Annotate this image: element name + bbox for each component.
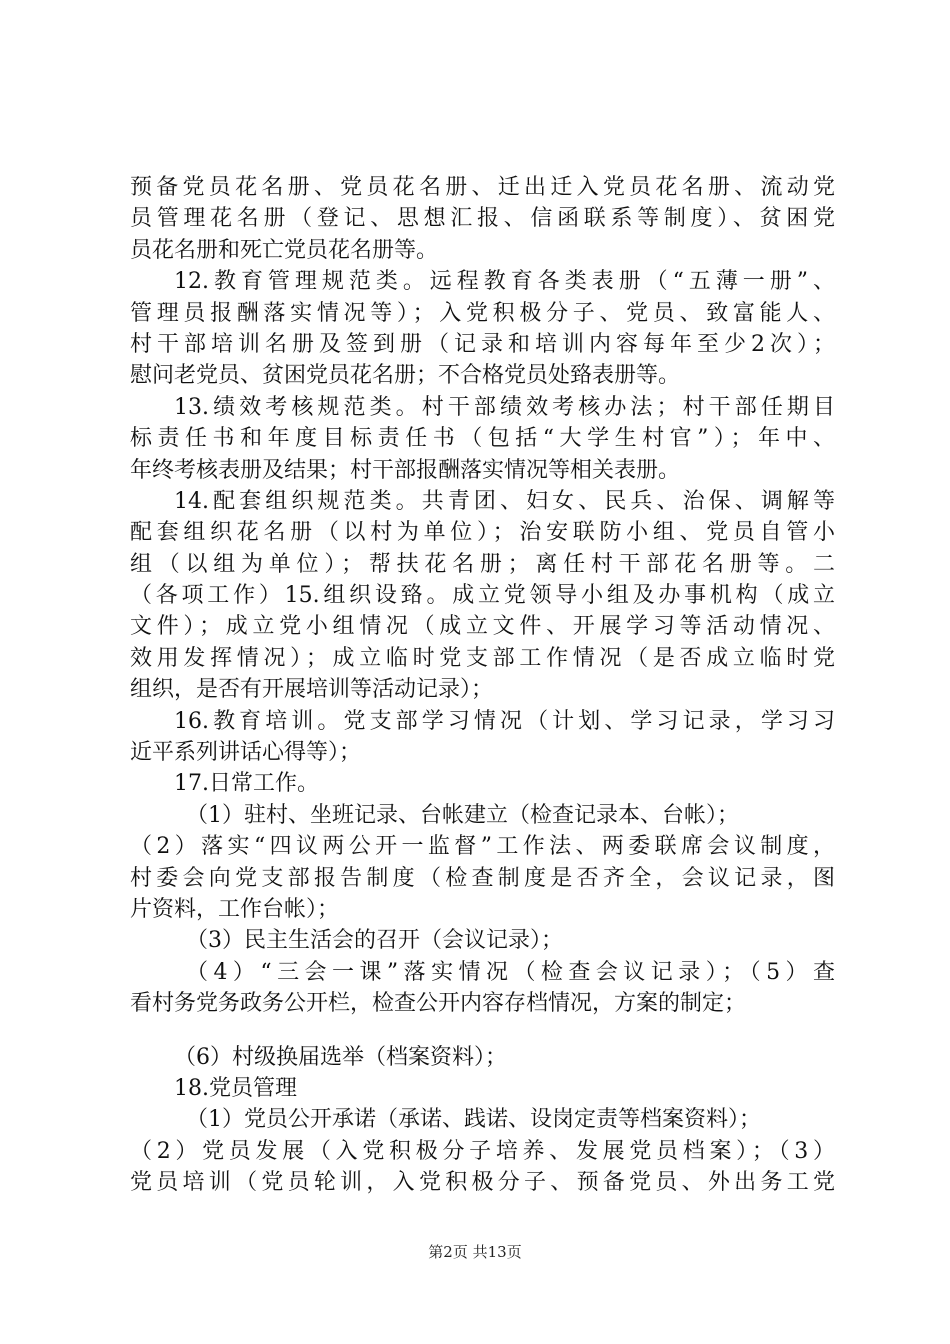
text-line: 预备党员花名册、党员花名册、迁出迁入党员花名册、流动党: [130, 175, 835, 200]
text-line: （各项工作）15.组织设臵。成立党领导小组及办事机构（成立: [130, 583, 835, 609]
page-number-footer: 第2页 共13页: [428, 1243, 522, 1261]
list-item-4: （4）“三会一课”落实情况（检查会议记录）；（5）查: [186, 959, 835, 985]
text-line: 管理员报酬落实情况等）；入党积极分子、党员、致富能人、: [130, 300, 835, 326]
text-line: 文件）；成立党小组情况（成立文件、开展学习等活动情况、: [130, 614, 835, 640]
text-line: 慰问老党员、贫困党员花名册；不合格党员处臵表册等。: [130, 363, 681, 389]
text-line: 组（以组为单位）；帮扶花名册；离任村干部花名册等。二: [130, 551, 835, 577]
text-line: 配套组织花名册（以村为单位）；治安联防小组、党员自管小: [130, 520, 835, 546]
text-line: 党员培训（党员轮训，入党积极分子、预备党员、外出务工党: [130, 1170, 835, 1196]
text-line: 村委会向党支部报告制度（检查制度是否齐全，会议记录，图: [130, 865, 835, 891]
text-line: 效用发挥情况）；成立临时党支部工作情况（是否成立临时党: [130, 645, 835, 671]
text-line: 村干部培训名册及签到册（记录和培训内容每年至少2次）；: [130, 331, 835, 357]
text-line: 组织，是否有开展培训等活动记录）；: [130, 677, 494, 703]
text-line: 员管理花名册（登记、思想汇报、信函联系等制度）、贫困党: [130, 206, 835, 232]
paragraph-18-heading: 18.党员管理: [174, 1075, 297, 1101]
text-line: 年终考核表册及结果；村干部报酬落实情况等相关表册。: [130, 457, 681, 483]
body-text: [130, 172, 835, 1199]
paragraph-12-start: 12.教育管理规范类。远程教育各类表册（“五薄一册”、: [174, 269, 835, 295]
paragraph-14-start: 14.配套组织规范类。共青团、妇女、民兵、治保、调解等: [174, 488, 835, 514]
paragraph-16-start: 16.教育培训。党支部学习情况（计划、学习记录，学习习: [174, 708, 835, 734]
text-line: 片资料，工作台帐）；: [130, 896, 340, 922]
list-item-2: （2）党员发展（入党积极分子培养、发展党员档案）；（3）: [130, 1138, 835, 1164]
list-item-2: （2）落实“四议两公开一监督”工作法、两委联席会议制度，: [130, 834, 835, 860]
list-item-6: （6）村级换届选举（档案资料）；: [174, 1044, 507, 1070]
paragraph-13-start: 13.绩效考核规范类。村干部绩效考核办法；村干部任期目: [174, 394, 835, 420]
text-line: 近平系列讲话心得等）；: [130, 740, 362, 766]
list-item-3: （3）民主生活会的召开（会议记录）；: [186, 928, 563, 954]
paragraph-17-heading: 17.日常工作。: [174, 771, 319, 797]
text-line: 看村务党务政务公开栏，检查公开内容存档情况，方案的制定；: [130, 991, 747, 1017]
list-item-1: （1）党员公开承诺（承诺、践诺、设岗定责等档案资料）；: [186, 1107, 761, 1133]
text-line: 标责任书和年度目标责任书（包括“大学生村官”）；年中、: [130, 426, 835, 452]
list-item-1: （1）驻村、坐班记录、台帐建立（检查记录本、台帐）；: [186, 802, 739, 828]
text-line: 员花名册和死亡党员花名册等。: [130, 237, 439, 263]
